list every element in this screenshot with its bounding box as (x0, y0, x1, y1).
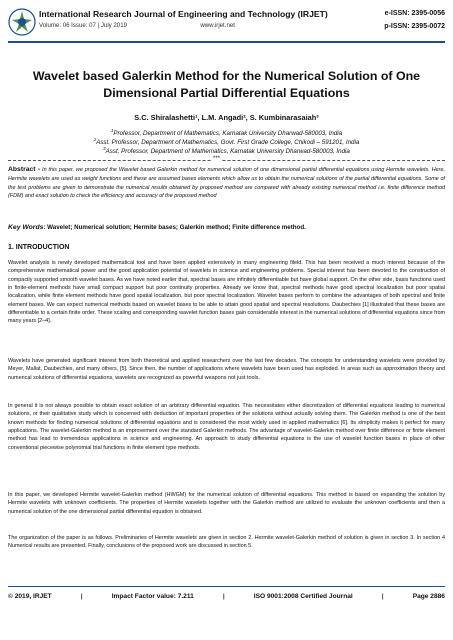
footer-page-number: Page 2886 (412, 593, 445, 600)
footer-iso: ISO 9001:2008 Certified Journal (253, 593, 353, 600)
footer-separator: | (222, 593, 225, 600)
affiliation-3 (12, 146, 441, 155)
journal-logo (8, 8, 36, 36)
paper-title: Wavelet based Galerkin Method for the Numerical Solution of One Dimensional Partial Differential Equations (32, 69, 421, 100)
footer-separator: | (80, 593, 83, 600)
volume-text: Volume: 06 Issue: 07 | July 2019 (39, 22, 127, 29)
journal-name: International Research Journal of Engineering and Technology (IRJET) (39, 9, 328, 19)
journal-volume (39, 22, 235, 29)
abstract-label: Abstract - (8, 166, 41, 173)
eissn: e-ISSN: 2395-0056 (384, 10, 445, 17)
intro-paragraph-4: In this paper, we developed Hermite wavelet-Galerkin method (HWGM) for the numerical solution of differential equations. This method is based on expanding the solution by Hermite wavelets with unknown coefficients. The properties of Hermite wavelets together with the Galerkin method are utilized to evaluate the unknown coefficients and then a numerical solution of the one dimensional partial differential equation is obtained. (8, 492, 445, 515)
header-divider (8, 41, 445, 43)
section-heading-introduction: 1. INTRODUCTION (8, 244, 70, 251)
affiliation-1-text: Professor, Department of Mathematics, Karnatak University Dharwad-580003, India (113, 130, 343, 138)
affiliation-3-sup: 3 (103, 146, 106, 151)
footer-divider (8, 586, 445, 587)
divider-stars: *** (213, 156, 221, 162)
affiliation-3-text: Asst. Professor, Department of Mathematics, Karnatak University Dharwad-580003, India (105, 148, 350, 156)
keywords-label: Key Words (8, 224, 44, 231)
paper-authors: S.C. Shiralashetti¹, L.M. Angadi², S. Kumbinarasaiah³ (134, 113, 319, 122)
keywords-text: : Wavelet; Numerical solution; Hermite bases; Galerkin method; Finite difference method. (43, 224, 306, 231)
keywords (8, 224, 445, 231)
intro-paragraph-1: Wavelet analysis is newly developed mathematical tool and have been applied extensively in many engineering fileld. This has been received a much interest because of the comprehensive mathematical power and the good application potential of wavelets in science and engineering problems. Special interest has been devoted to the construction of compactly supported smooth wavelet bases. As we have noted earlier that, spectral bases are infinitely differentiable but have global support. On the other side, basis functions used in finite-element methods have small compact support but poor continuity properties. Already we know that, spectral methods have good spectral localization but poor spatial localization, while finite element methods have good spatial localization, but poor spectral localization. Wavelet bases perform to combine the advantages of both spectral and finite element bases. We can expect numerical methods based on wavelet bases to be able to attain good spatial and spectral resolutions. Daubechies [1] illustrated that these bases are differentiable to a certain finite order. These scaling and corresponding wavelet function bases gain considerable interest in the numerical solutions of differential equations since from many years [2–4]. (8, 260, 445, 325)
intro-paragraph-2: Wavelets have generated significant interest from both theoretical and applied researchers over the last few decades. The concepts for understanding wavelets were provided by Meyer, Mallat, Daubechies, and many others, [5]. Since then, the number of applications where wavelets have been used has exploded. In areas such as approximation theory and numerical solutions of differential equations, wavelets are recognized as powerful weapons not just tools. (8, 358, 445, 381)
footer-impact-factor: Impact Factor value: 7.211 (111, 593, 194, 600)
journal-header (8, 8, 445, 38)
affiliation-2 (12, 137, 441, 146)
footer-copyright: © 2019, IRJET (8, 593, 52, 600)
affiliation-2-text: Asst. Professor, Department of Mathematics, Govt. First Grade College, Chikodi – 591201, India (96, 139, 360, 147)
footer-separator: | (381, 593, 384, 600)
section-divider (8, 160, 445, 161)
page-footer (8, 593, 445, 600)
journal-url[interactable]: www.irjet.net (200, 22, 235, 29)
abstract (8, 166, 445, 201)
affiliation-1 (12, 128, 441, 137)
pissn: p-ISSN: 2395-0072 (384, 23, 445, 30)
affiliation-2-sup: 2 (93, 137, 97, 142)
abstract-text: In this paper, we proposed the Wavelet based Galerkin method for numerical solution of one dimensional partial differential equations using Hermite wavelets. Here, Hermite wavelets are used as weight functions and these are assumed bases elements which allow us to obtain the numerical solutions of the partial differential equations. Some of the test problems are given to demonstrate the numerical results obtained by proposed method are compared with already existing numerical method i.e. finite difference method (FDM) and exact solution to check the efficiency and accuracy of the proposed method (8, 167, 445, 200)
affiliation-1-sup: 1 (110, 128, 114, 133)
intro-paragraph-3: In general it is not always possible to obtain exact solution of an arbitrary differential equation. This necessitates either discretization of differential equations leading to numerical solutions, or their qualitative study which is concerned with deduction of important properties of the solutions without actually solving them. The Galerkin method is one of the best known methods for finding numerical solutions of differential equations and is considered the most widely used in applied mathematics [6]. Its simplicity makes it perfect for many applications. The wavelet-Galerkin method is an improvement over the standard Galerkin methods. The advantage of wavelet-Galerkin method over finite difference or finite element method has lead to tremendous applications in science and engineering. An approach to study differential equations is the use of wavelet function bases in place of other conventional piecewise polynomial trial functions in finite element type methods. (8, 403, 445, 451)
intro-paragraph-5: The organization of the paper is as follows. Preliminaries of Hermite wavelets are given in section 2. Hermite wavelet-Galerkin method of solution is given in section 3. In section 4 Numerical results are presented. Finally, conclusions of the proposed work are discussed in section 5. (8, 535, 445, 550)
